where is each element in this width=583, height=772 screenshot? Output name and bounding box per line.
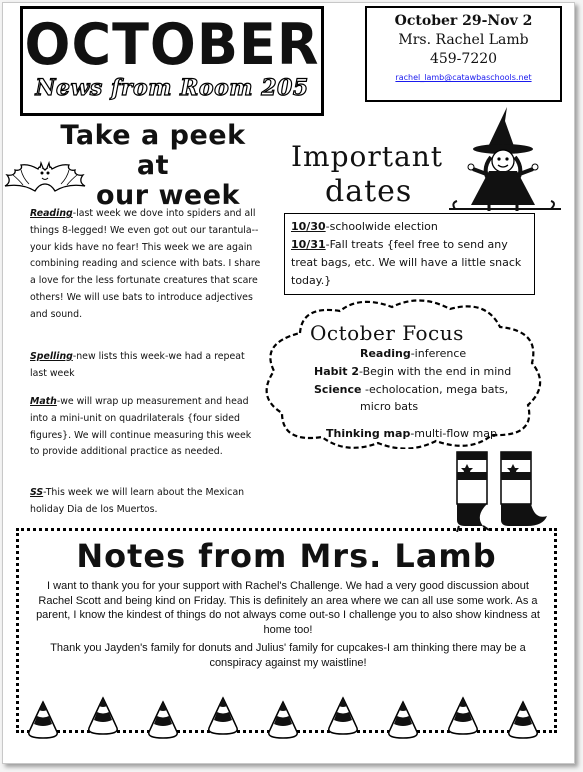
math-section [30,394,263,461]
week-heading-line2: our week [95,180,240,211]
date-1-text: -schoolwide election [325,220,438,233]
title-box [20,6,324,116]
notes-paragraph-2: Thank you Jayden's family for donuts and Julius' family for cupcakes-I am thinking there may be a conspiracy against my waistline! [50,642,526,669]
focus-reading-text: -inference [410,347,467,360]
ss-section [30,485,263,519]
focus-science-2: micro bats [360,400,419,413]
date-item-1 [291,218,528,236]
notes-paragraph-1: I want to thank you for your support with Rachel's Challenge. We had a very good discussion about Rachel Scott and being kind on Friday. This is definitely an area where we can all use some work. As a parent, I know the kindest of things do not always come out-so I challenge you to also show kindness at home too! [36,580,540,636]
teacher-phone: 459-7220 [429,51,498,67]
witch-boots-icon [443,450,553,532]
week-heading [48,121,258,211]
candy-corn-icon [83,696,123,736]
newsletter-page [2,2,575,764]
spelling-section [30,349,263,383]
focus-habit-label: Habit 2 [314,365,360,378]
date-1: 10/30 [291,220,326,233]
math-label: Math [30,396,57,407]
candy-corn-icon [323,696,363,736]
focus-thinking-label: Thinking map [326,427,411,440]
week-heading-line1: Take a peek at [60,120,246,181]
spelling-text: -new lists this week-we had a repeat last week [30,351,245,379]
week-dates: October 29-Nov 2 [394,13,533,29]
focus-title: October Focus [310,321,464,345]
newsletter-title: OCTOBER [24,11,320,78]
candy-corn-icon [263,700,303,740]
focus-science [314,381,508,398]
focus-science-text: -echolocation, mega bats, [361,383,509,396]
focus-science-label: Science [314,383,362,396]
candy-corn-icon [203,696,243,736]
notes-title: Notes from Mrs. Lamb [76,537,497,575]
witch-icon [443,105,563,215]
focus-reading [360,345,466,362]
important-heading: Important [291,140,444,173]
focus-habit [314,363,511,380]
focus-reading-label: Reading [360,347,411,360]
reading-section [30,206,263,324]
ss-text: -This week we will learn about the Mexican holiday Dia de los Muertos. [30,487,245,515]
october-focus-cloud [260,297,549,449]
ss-label: SS [30,487,44,498]
teacher-name: Mrs. Rachel Lamb [398,32,529,48]
candy-corn-icon [383,700,423,740]
newsletter-subtitle: News from Room 205 [35,75,309,101]
spelling-label: Spelling [30,351,73,362]
focus-thinking-text: -multi-flow map [410,427,497,440]
candy-corn-row [21,696,561,740]
dates-heading: dates [325,174,413,209]
contact-box [365,6,562,102]
important-dates-box [284,213,535,295]
math-text: -we will wrap up measurement and head into a mini-unit on quadrilaterals {four sided figures}. We will continue measuring this week to provide additional practice as needed. [30,396,252,458]
date-item-2 [291,236,528,290]
candy-corn-icon [443,696,483,736]
reading-label: Reading [30,208,73,219]
teacher-email-link[interactable]: rachel_lamb@catawbaschools.net [395,73,532,82]
focus-habit-text: -Begin with the end in mind [359,365,512,378]
candy-corn-icon [143,700,183,740]
candy-corn-icon [23,700,63,740]
date-2-text: -Fall treats {feel free to send any treat bags, etc. We will have a little snack today.} [291,238,522,287]
focus-thinking [326,425,497,442]
candy-corn-icon [503,700,543,740]
date-2: 10/31 [291,238,326,251]
reading-text: -last week we dove into spiders and all things 8-legged! We even got out our tarantula--your kids have no fear! This week we are again combining reading and science with bats. I share a love for the less fortunate creatures that scare others! We will use bats to introduce adjectives and sound. [30,208,261,320]
